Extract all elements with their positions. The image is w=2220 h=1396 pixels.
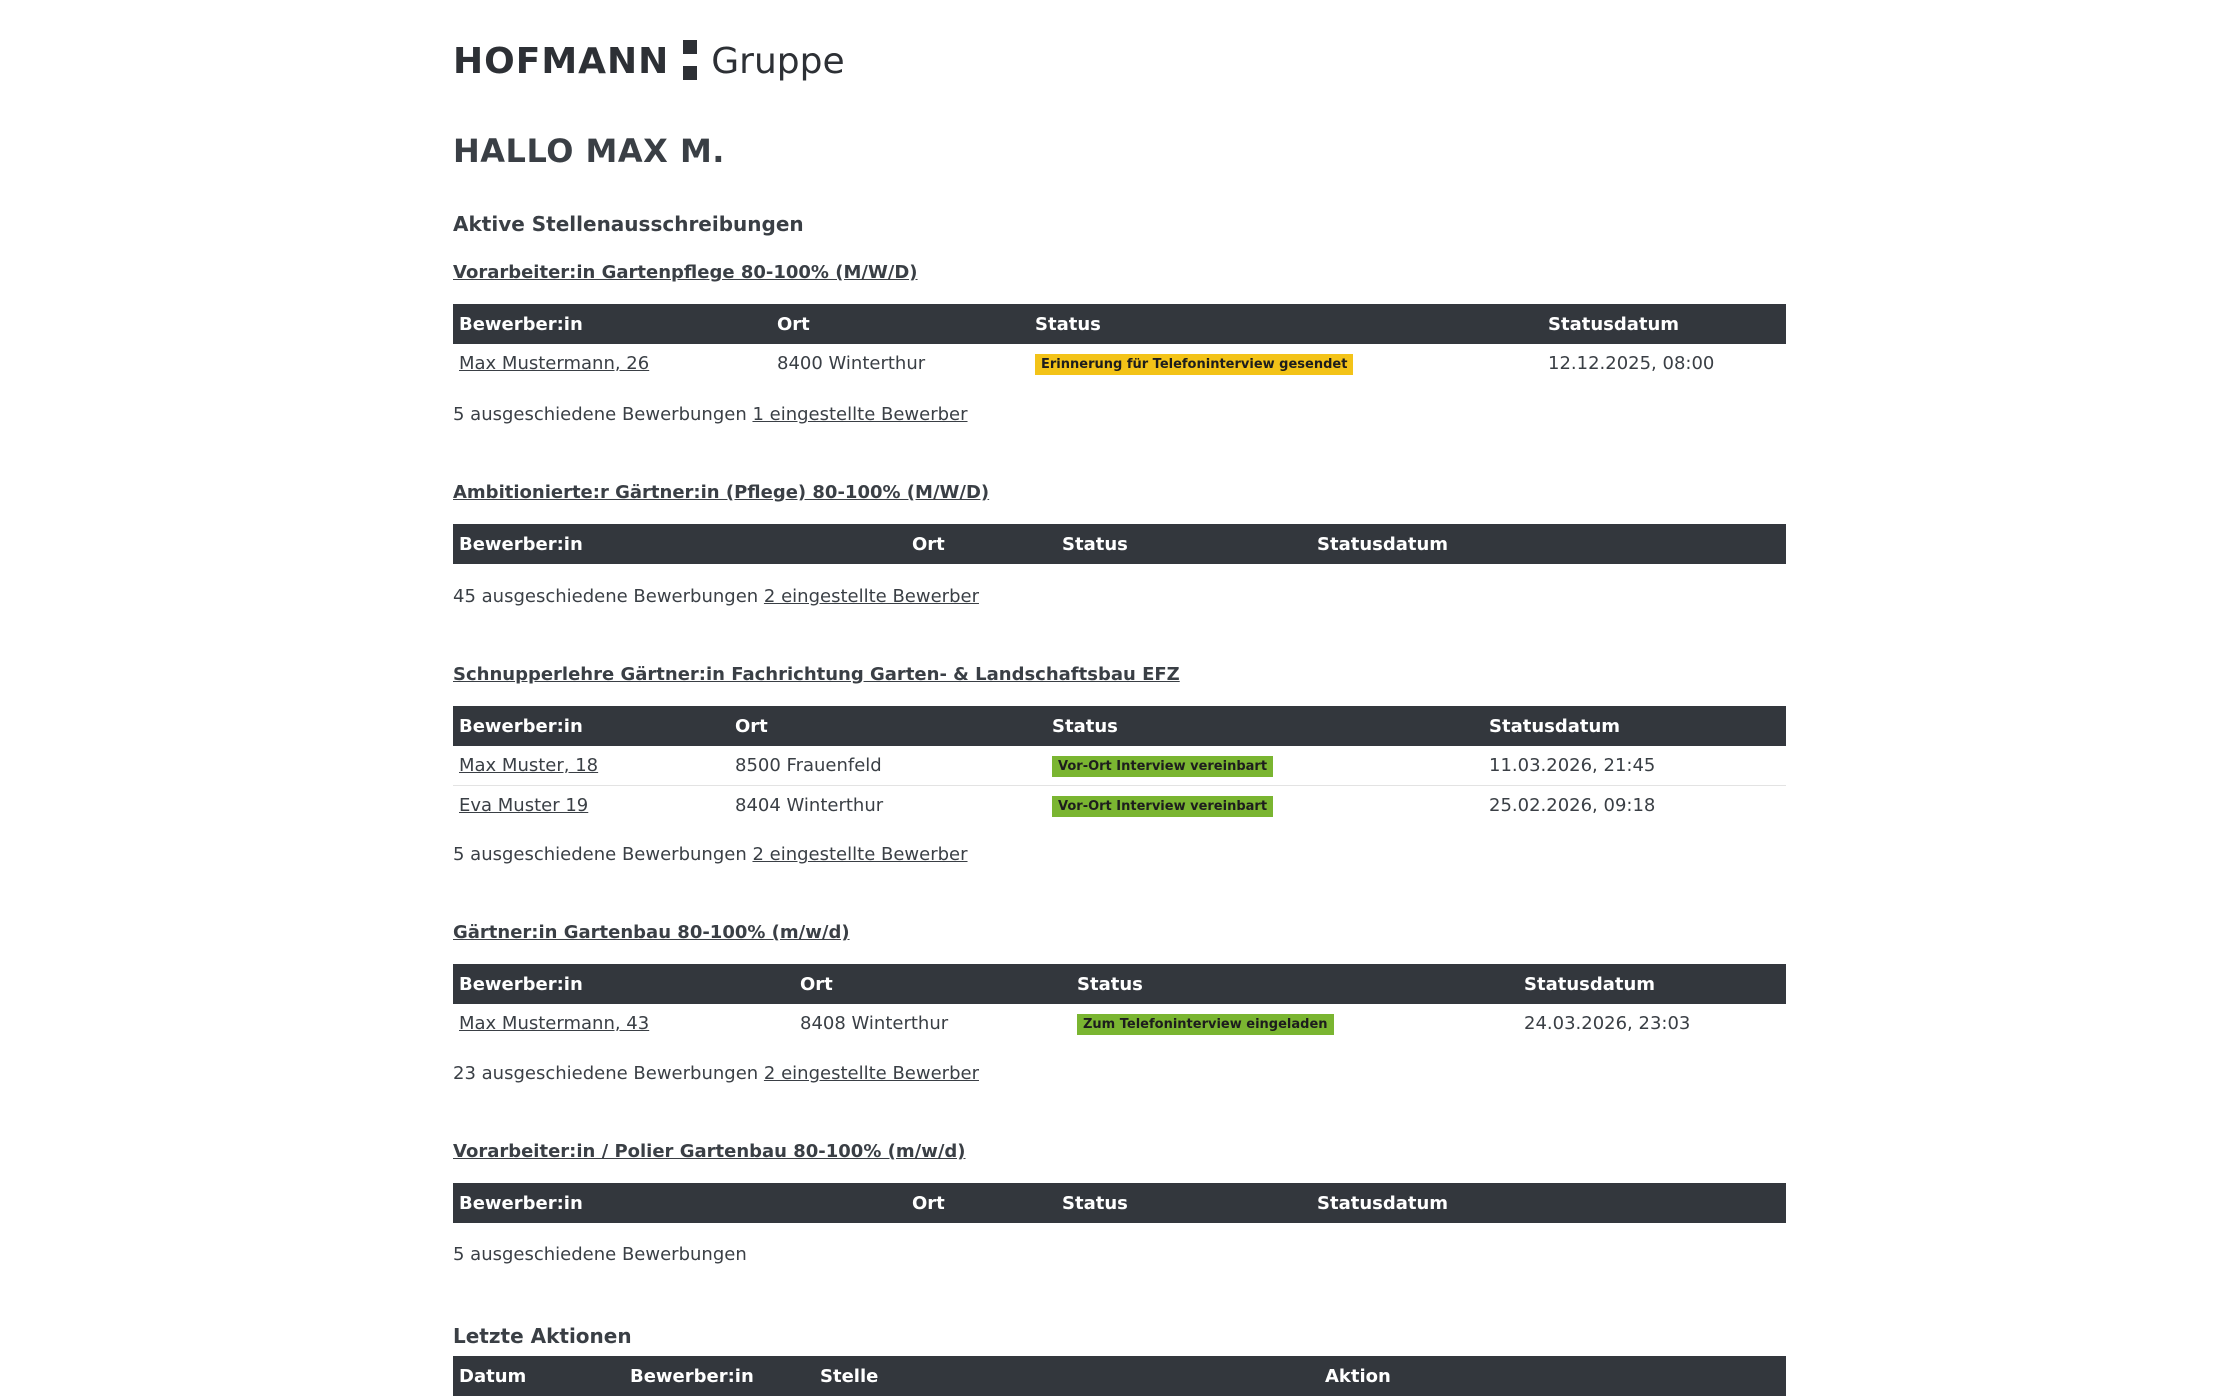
job-title-link[interactable]: Gärtner:in Gartenbau 80-100% (m/w/d): [453, 922, 850, 943]
job-title-link[interactable]: Ambitionierte:r Gärtner:in (Pflege) 80-100% (M/W/D): [453, 482, 990, 503]
active-jobs-heading: Aktive Stellenausschreibungen: [453, 212, 804, 236]
column-header-location[interactable]: Ort: [800, 973, 833, 995]
recent-actions-heading: Letzte Aktionen: [453, 1324, 632, 1348]
job-title-link[interactable]: Vorarbeiter:in / Polier Gartenbau 80-100% (m/w/d): [453, 1141, 966, 1162]
recent-actions-table: [453, 1356, 1786, 1396]
column-header-status-date[interactable]: Statusdatum: [1548, 313, 1680, 335]
table-row: [453, 746, 1786, 786]
hired-count-link[interactable]: 1 eingestellte Bewerber: [752, 404, 968, 425]
rejected-count: 5 ausgeschiedene Bewerbungen: [453, 1244, 747, 1265]
job-summary: [453, 404, 968, 425]
column-header-status[interactable]: Status: [1062, 1192, 1128, 1214]
job-summary: [453, 1063, 979, 1084]
applicants-table: [453, 964, 1786, 1043]
applicants-table: [453, 304, 1786, 383]
job-title-link[interactable]: Schnupperlehre Gärtner:in Fachrichtung Garten- & Landschaftsbau EFZ: [453, 664, 1180, 685]
hired-count-link[interactable]: 2 eingestellte Bewerber: [763, 1063, 979, 1084]
column-header-date[interactable]: Datum: [459, 1365, 527, 1387]
applicant-link[interactable]: Max Mustermann, 26: [459, 353, 650, 374]
column-header-status-date[interactable]: Statusdatum: [1489, 715, 1621, 737]
status-date: 11.03.2026, 21:45: [1483, 746, 1786, 786]
job-summary: [453, 844, 968, 865]
table-header-row: [453, 964, 1786, 1004]
column-header-location[interactable]: Ort: [735, 715, 768, 737]
column-header-status-date[interactable]: Statusdatum: [1317, 533, 1449, 555]
column-header-action[interactable]: Aktion: [1325, 1365, 1391, 1387]
column-header-applicant[interactable]: Bewerber:in: [459, 973, 583, 995]
rejected-count: 5 ausgeschiedene Bewerbungen: [453, 844, 747, 865]
column-header-applicant[interactable]: Bewerber:in: [459, 1192, 583, 1214]
table-row: [453, 786, 1786, 826]
column-header-location[interactable]: Ort: [912, 1192, 945, 1214]
applicant-location: 8500 Frauenfeld: [729, 746, 1046, 786]
logo-mark-icon: [683, 40, 699, 80]
table-header-row: [453, 1356, 1786, 1396]
job-summary: [453, 1244, 747, 1265]
logo-subtitle: Gruppe: [711, 41, 845, 82]
applicant-link[interactable]: Max Mustermann, 43: [459, 1013, 650, 1034]
applicant-location: 8404 Winterthur: [735, 795, 884, 816]
rejected-count: 23 ausgeschiedene Bewerbungen: [453, 1063, 759, 1084]
table-header-row: [453, 706, 1786, 746]
column-header-applicant[interactable]: Bewerber:in: [459, 313, 583, 335]
column-header-applicant[interactable]: Bewerber:in: [459, 715, 583, 737]
applicants-table: [453, 1183, 1786, 1223]
column-header-status[interactable]: Status: [1035, 313, 1101, 335]
company-logo: [453, 30, 845, 80]
column-header-applicant[interactable]: Bewerber:in: [459, 533, 583, 555]
column-header-location[interactable]: Ort: [777, 313, 810, 335]
hired-count-link[interactable]: 2 eingestellte Bewerber: [752, 844, 968, 865]
table-header-row: [453, 1183, 1786, 1223]
table-header-row: [453, 304, 1786, 344]
column-header-status[interactable]: Status: [1062, 533, 1128, 555]
status-date: 12.12.2025, 08:00: [1548, 353, 1715, 374]
column-header-applicant[interactable]: Bewerber:in: [630, 1365, 754, 1387]
status-badge: Zum Telefoninterview eingeladen: [1077, 1014, 1334, 1036]
status-date: 25.02.2026, 09:18: [1489, 795, 1656, 816]
rejected-count: 45 ausgeschiedene Bewerbungen: [453, 586, 759, 607]
status-badge: Vor-Ort Interview vereinbart: [1052, 756, 1273, 778]
applicants-table: [453, 524, 1786, 564]
column-header-status-date[interactable]: Statusdatum: [1317, 1192, 1449, 1214]
column-header-location[interactable]: Ort: [912, 533, 945, 555]
applicants-table: [453, 706, 1786, 825]
hired-count-link[interactable]: 2 eingestellte Bewerber: [763, 586, 979, 607]
status-badge: Erinnerung für Telefoninterview gesendet: [1035, 354, 1353, 376]
table-row: [453, 344, 1786, 383]
column-header-status-date[interactable]: Statusdatum: [1524, 973, 1656, 995]
column-header-position[interactable]: Stelle: [820, 1365, 879, 1387]
status-date: 24.03.2026, 23:03: [1524, 1013, 1691, 1034]
status-badge: Vor-Ort Interview vereinbart: [1052, 796, 1273, 818]
logo-wordmark: HOFMANN: [453, 41, 670, 82]
applicant-location: 8400 Winterthur: [777, 353, 926, 374]
job-title-link[interactable]: Vorarbeiter:in Gartenpflege 80-100% (M/W/D): [453, 262, 918, 283]
applicant-link[interactable]: Max Muster, 18: [459, 755, 599, 776]
column-header-status[interactable]: Status: [1052, 715, 1118, 737]
applicant-location: 8408 Winterthur: [800, 1013, 949, 1034]
job-summary: [453, 586, 979, 607]
table-header-row: [453, 524, 1786, 564]
rejected-count: 5 ausgeschiedene Bewerbungen: [453, 404, 747, 425]
page-greeting: HALLO MAX M.: [453, 132, 725, 170]
column-header-status[interactable]: Status: [1077, 973, 1143, 995]
table-row: [453, 1004, 1786, 1043]
applicant-link[interactable]: Eva Muster 19: [459, 795, 589, 816]
